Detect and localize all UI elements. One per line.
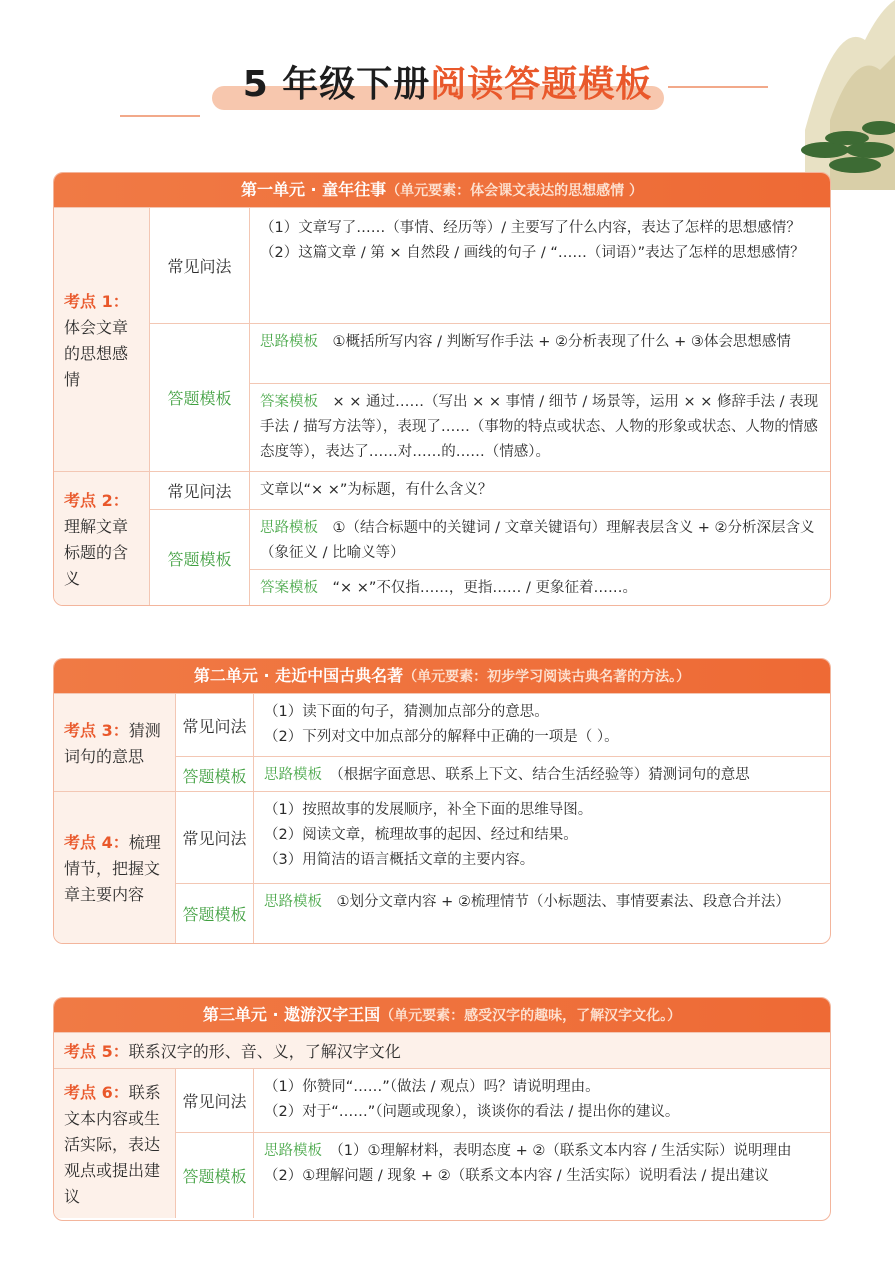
section-unit-1	[53, 172, 831, 606]
point-row	[54, 791, 830, 943]
ask-content: （1）你赞同“……”（做法 / 观点）吗？请说明理由。 （2）对于“……”（问题或现象），谈谈你的看法 / 提出你的建议。	[264, 1079, 680, 1120]
ask-label: 常见问法	[176, 792, 254, 883]
point-row	[54, 693, 830, 791]
section-unit-3	[53, 997, 831, 1221]
section-header: 第二单元 · 走近中国古典名著（单元要素：初步学习阅读古典名著的方法。）	[54, 659, 830, 693]
point-label-cell: 考点 1：体会文章的思想感情	[54, 208, 150, 471]
idea-template: 思路模板 ①概括所写内容 / 判断写作手法 + ②分析表现了什么 + ③体会思想感情	[260, 334, 791, 350]
ask-label: 常见问法	[176, 1069, 254, 1132]
answer-label: 答题模板	[176, 884, 254, 943]
idea-template: 思路模板 （根据字面意思、联系上下文、结合生活经验等）猜测词句的意思	[264, 767, 750, 783]
ask-content: （1）读下面的句子，猜测加点部分的意思。 （2）下列对文中加点部分的解释中正确的一项是（ ）。	[264, 704, 619, 745]
idea-template: 思路模板 ①划分文章内容 + ②梳理情节（小标题法、事情要素法、段意合并法）	[264, 894, 790, 910]
point-label-cell: 考点 2：理解文章标题的含义	[54, 472, 150, 605]
page-title: 5 年级下册阅读答题模板	[242, 64, 653, 105]
page-title-area	[0, 50, 895, 120]
ask-content: 文章以“× ×”为标题，有什么含义？	[260, 482, 493, 498]
section-header: 第三单元 · 遨游汉字王国（单元要素：感受汉字的趣味，了解汉字文化。）	[54, 998, 830, 1032]
ask-label: 常见问法	[150, 208, 250, 323]
answer-label: 答题模板	[150, 324, 250, 471]
answer-label: 答题模板	[150, 510, 250, 606]
answer-label: 答题模板	[176, 1133, 254, 1218]
ask-label: 常见问法	[176, 694, 254, 756]
point-label-cell: 考点 6：联系文本内容或生活实际，表达观点或提出建议	[54, 1069, 176, 1218]
answer-template: 答案模板 “× ×”不仅指……，更指…… / 更象征着……。	[260, 580, 638, 596]
answer-label: 答题模板	[176, 757, 254, 794]
ask-content: （1）文章写了……（事情、经历等）/ 主要写了什么内容，表达了怎样的思想感情？ （2）这篇文章 / 第 × 自然段 / 画线的句子 / “……（词语）”表达了怎样的思想感情？	[260, 220, 805, 261]
point-row	[54, 471, 830, 605]
point-label-cell: 考点 3：猜测词句的意思	[54, 694, 176, 791]
idea-template: 思路模板 （1）①理解材料，表明态度 + ②（联系文本内容 / 生活实际）说明理由 （2）①理解问题 / 现象 + ②（联系文本内容 / 生活实际）说明看法 / 提出建议	[264, 1143, 792, 1184]
section-unit-2	[53, 658, 831, 944]
idea-template: 思路模板 ①（结合标题中的关键词 / 文章关键语句）理解表层含义 + ②分析深层含义（象征义 / 比喻义等）	[260, 520, 815, 561]
ask-label: 常见问法	[150, 472, 250, 509]
answer-template: 答案模板 × × 通过……（写出 × × 事情 / 细节 / 场景等，运用 × × 修辞手法 / 表现手法 / 描写方法等），表现了……（事物的特点或状态、人物的形象或状态、人物的情感态度等），表达了……对……的……（情感）。	[260, 394, 819, 460]
point-label-cell: 考点 4：梳理情节，把握文章主要内容	[54, 792, 176, 943]
title-decor-line-left	[120, 115, 200, 117]
point-row	[54, 1068, 830, 1218]
ask-content: （1）按照故事的发展顺序，补全下面的思维导图。 （2）阅读文章，梳理故事的起因、经过和结果。 （3）用简洁的语言概括文章的主要内容。	[264, 802, 593, 868]
point-5-row: 考点 5：联系汉字的形、音、义，了解汉字文化	[54, 1032, 830, 1068]
section-header: 第一单元 · 童年往事（单元要素：体会课文表达的思想感情 ）	[54, 173, 830, 207]
point-row	[54, 207, 830, 471]
